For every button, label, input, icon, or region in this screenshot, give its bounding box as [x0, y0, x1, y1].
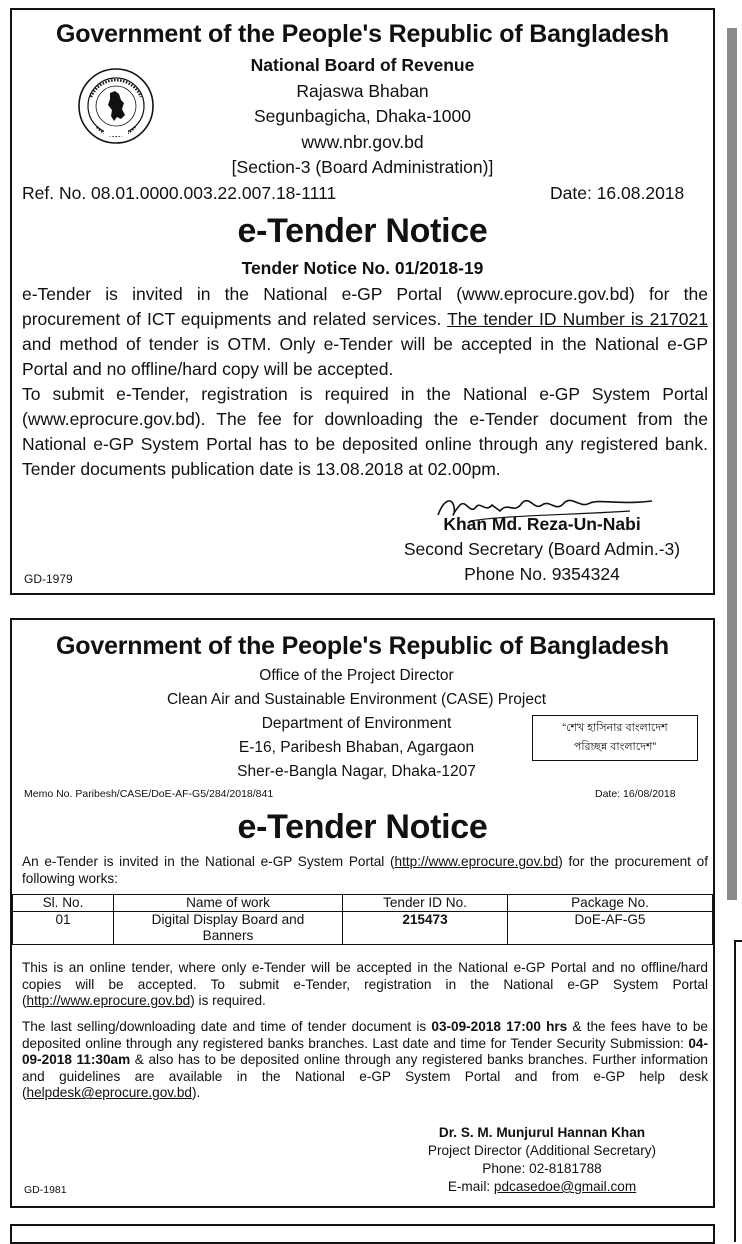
address-line-2: Segunbagicha, Dhaka-1000 — [254, 106, 471, 126]
tender-paragraph-2: To submit e-Tender, registration is required in the National e-GP System Portal (www.eprocure.gov.bd). The fee for downloading the e-Tender document from the National e-GP System Portal has to be deposited online through any registered bank. Tender documents publication date is 13.08.2018 at 02.00pm. — [22, 384, 708, 479]
signatory-block — [392, 512, 692, 587]
cell-work-name: Digital Display Board and Banners — [114, 912, 343, 945]
last-selling-date: 03-09-2018 17:00 hrs — [431, 1019, 568, 1034]
signatory-phone: Phone No. 9354324 — [464, 564, 620, 584]
tender-id-statement: The tender ID Number is 217021 — [447, 309, 708, 329]
signatory-phone: Phone: 02-8181788 — [482, 1161, 602, 1176]
signatory-name: Dr. S. M. Munjurul Hannan Khan — [438, 1125, 646, 1140]
security-submission-date: 04-09-2018 11:30am — [22, 1035, 708, 1068]
section-line: [Section-3 (Board Administration)] — [231, 157, 494, 177]
table-header-row — [13, 895, 713, 912]
signatory-name: Khan Md. Reza-Un-Nabi — [443, 514, 641, 534]
address-line-1: E-16, Paribesh Bhaban, Agargaon — [238, 739, 475, 756]
works-table — [12, 894, 713, 945]
memo-number: Memo No. Paribesh/CASE/DoE-AF-G5/284/2018/841 — [24, 788, 274, 800]
tender-paragraph-1: e-Tender is invited in the National e-GP Portal (www.eprocure.gov.bd) for the procurement of ICT equipments and related services. The tender ID Number is 217021 and method of tender is OTM. Only e-Tender will be accepted in the National e-GP Portal and no offline/hard copy will be accepted. — [22, 284, 708, 379]
government-title: Government of the People's Republic of Bangladesh — [56, 20, 669, 48]
signatory-title: Project Director (Additional Secretary) — [427, 1143, 657, 1158]
signatory-email-link[interactable]: pdcasedoe@gmail.com — [493, 1179, 637, 1194]
address-line-2: Sher-e-Bangla Nagar, Dhaka-1207 — [237, 763, 476, 780]
address-line-1: Rajaswa Bhaban — [296, 81, 429, 101]
tender-intro: An e-Tender is invited in the National e-GP System Portal (http://www.eprocure.gov.bd) for the procurement of following works: — [22, 854, 708, 886]
slogan-line-1: “শেখ হাসিনার বাংলাদেশ — [562, 722, 668, 734]
notice-date: Date: 16.08.2018 — [550, 183, 685, 203]
notice-date: Date: 16/08/2018 — [595, 788, 676, 800]
adjacent-column-rule — [727, 28, 737, 900]
office-name: Office of the Project Director — [259, 667, 454, 684]
nbr-tender-notice — [10, 8, 715, 595]
header-tender-id: Tender ID No. — [343, 895, 508, 912]
website: www.nbr.gov.bd — [301, 132, 424, 152]
header-package-no: Package No. — [508, 895, 713, 912]
eprocure-link[interactable]: http://www.eprocure.gov.bd — [394, 854, 559, 869]
eprocure-link-2[interactable]: http://www.eprocure.gov.bd — [26, 993, 191, 1009]
tender-body-2: The last selling/downloading date and time of tender document is 03-09-2018 17:00 hrs & the fees have to be deposited online through any registered banks branches. Last date and time for Tender Security Submission: 04-09-2018 11:30am & also has to be deposited online through any registered banks branches. Further information and guidelines are available in the National e-GP System Portal and from e-GP help desk (helpdesk@eprocure.gov.bd). — [22, 1019, 708, 1101]
government-title: Government of the People's Republic of Bangladesh — [56, 632, 669, 660]
project-name: Clean Air and Sustainable Environment (CASE) Project — [166, 691, 547, 708]
slogan-box — [532, 715, 698, 761]
cell-package-no: DoE-AF-G5 — [508, 912, 713, 945]
notice-title: e-Tender Notice — [237, 212, 488, 250]
board-name: National Board of Revenue — [250, 55, 475, 75]
next-notice-frame — [10, 1224, 715, 1244]
header-sl-no: Sl. No. — [13, 895, 114, 912]
table-row — [13, 912, 713, 945]
signatory-email-line: E-mail: pdcasedoe@gmail.com — [447, 1179, 637, 1194]
slogan-line-2: পরিচ্ছন্ন বাংলাদেশ” — [573, 741, 657, 753]
tender-notice-number: Tender Notice No. 01/2018-19 — [241, 258, 484, 278]
signatory-title: Second Secretary (Board Admin.-3) — [403, 539, 681, 559]
header-work-name: Name of work — [114, 895, 343, 912]
case-project-tender-notice — [10, 618, 715, 1208]
signatory-block — [392, 1124, 692, 1196]
gd-code: GD-1979 — [24, 572, 73, 586]
gd-code: GD-1981 — [24, 1184, 67, 1196]
helpdesk-email-link[interactable]: helpdesk@eprocure.gov.bd — [26, 1085, 192, 1101]
tender-body-1: This is an online tender, where only e-Tender will be accepted in the National e-GP Portal and no offline/hard copies will be accepted. To submit e-Tender, registration in the National e-GP System Portal (http://www.eprocure.gov.bd) is required. — [22, 960, 708, 1009]
cell-sl-no: 01 — [13, 912, 114, 945]
notice-title: e-Tender Notice — [237, 808, 488, 846]
adjacent-column-box — [734, 940, 742, 1242]
cell-tender-id: 215473 — [343, 912, 508, 945]
department-name: Department of Environment — [261, 715, 452, 732]
reference-number: Ref. No. 08.01.0000.003.22.007.18-1111 — [22, 183, 337, 203]
